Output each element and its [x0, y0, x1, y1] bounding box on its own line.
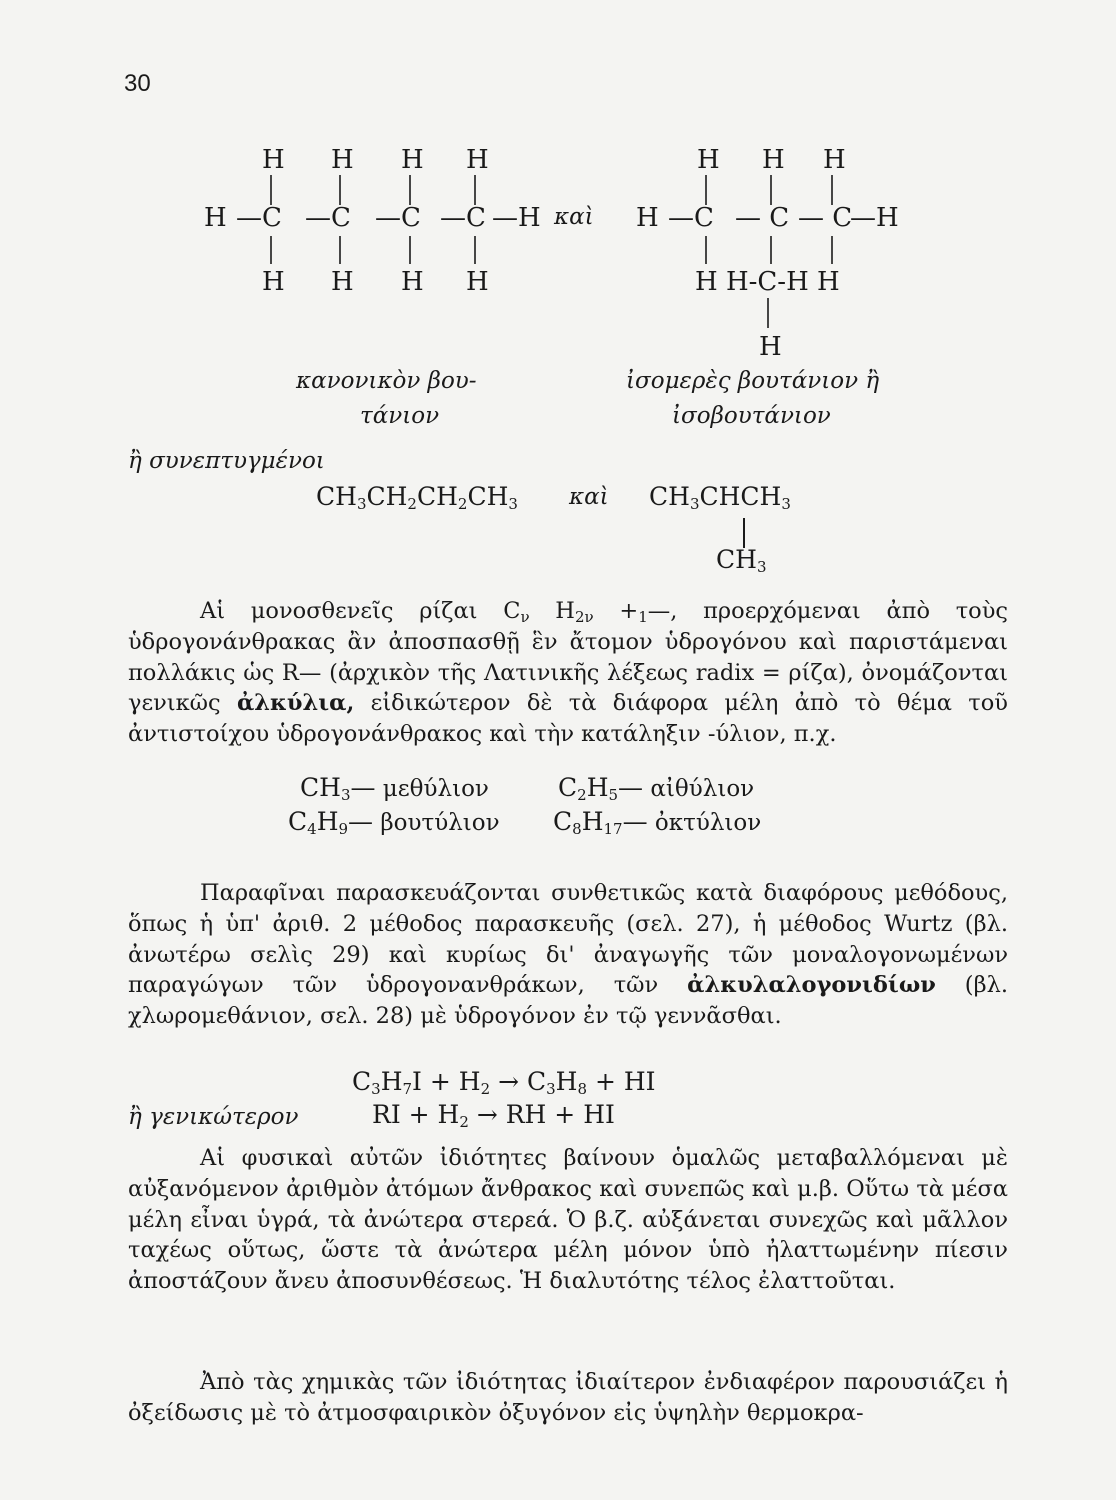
- caption-n-butane-2: τάνιον: [360, 403, 440, 429]
- p1-bold-alkyl: ἀλκύλια,: [236, 690, 355, 717]
- p4-text: Ἀπὸ τὰς χημικὰς τῶν ἰδιότητας ἰδιαίτερον ἐνδιαφέρον παρουσιάζει ἡ ὀξείδωσις μὲ τὸ ἀτμοσφαιρικὸν ὀξυγόνον εἰς ὑψηλὴν θερμοκρα-: [128, 1369, 1008, 1426]
- alkyl-row-2a: $C_4H_9—$ βουτύλιον: [288, 807, 500, 838]
- alkyl-name: ὀκτύλιον: [654, 810, 762, 836]
- atom-h: H: [262, 267, 285, 297]
- atom-h: H: [759, 332, 782, 362]
- alkyl-row-1a: $CH_3—$ μεθύλιον: [300, 773, 489, 804]
- caption-isobutane-1: ἰσομερὲς βουτάνιον ἢ: [626, 368, 880, 394]
- reaction-2-prefix: ἢ γενικώτερον: [128, 1104, 299, 1130]
- atom-h: H: [401, 145, 424, 175]
- atom-c: —C: [668, 203, 714, 233]
- p1-sub-2n: 2ν: [574, 608, 594, 626]
- atom-c: —C: [440, 203, 486, 233]
- atom-c: — C: [798, 203, 853, 233]
- atom-h: —H: [492, 203, 541, 233]
- condensed-n-butane: $CH_3CH_2CH_2CH_3$: [316, 482, 518, 513]
- atom-h: H: [401, 267, 424, 297]
- atom-h: H: [331, 267, 354, 297]
- condensed-isobutane: $CH_3CHCH_3$: [649, 482, 791, 513]
- condensed-kai: καὶ: [569, 484, 609, 510]
- atom-c: — C: [735, 203, 790, 233]
- atom-h: H: [697, 145, 720, 175]
- caption-isobutane-2: ἰσοβουτάνιον: [672, 403, 831, 429]
- branch-row: H H-C-H H: [695, 267, 840, 297]
- page-number: 30: [124, 70, 151, 97]
- atom-h: H: [331, 145, 354, 175]
- condensed-branch: $CH_3$: [716, 545, 767, 576]
- alkyl-name: αἰθύλιον: [650, 776, 755, 802]
- atom-c: —C: [305, 203, 351, 233]
- p2-text1: Παραφῖναι παρασκευάζονται συνθετικῶς κατὰ διαφόρους μεθόδους, ὅπως ἡ ὑπ' ἀριθ. 2 μέθοδος παρασκευῆς (σελ. 27), ἡ μέθοδος Wurtz (βλ. ἀνωτέρω σελὶς 29) καὶ κυρίως δι' ἀναγωγῆς τῶν μοναλογονωμένων παραγώγων τῶν ὑδρογονανθράκων, τῶν: [128, 880, 1008, 999]
- p2-bold: ἀλκυλαλογονιδίων: [687, 972, 936, 999]
- condensed-prefix: ἢ συνεπτυγμένοι: [128, 448, 325, 474]
- reaction-2: RI + $H_2$ → RH + HI: [372, 1100, 615, 1131]
- alkyl-row-2b: $C_8H_{17}—$ ὀκτύλιον: [553, 807, 762, 838]
- reaction-1: $C_3H_7I + H_2 \to C_3H_8$ + HI: [352, 1067, 656, 1098]
- p1-rest3: εἰδικώτερον δὲ τὰ διάφορα μέλη ἀπὸ τὸ θέμα τοῦ ἀντιστοίχου ὑδρογονάνθρακος καὶ τὴν κατάληξιν -ύλιον, π.χ.: [128, 690, 1008, 748]
- atom-h: H: [466, 145, 489, 175]
- atom-h: H: [762, 145, 785, 175]
- branch-bond: [743, 518, 745, 548]
- p1-plus: +: [593, 598, 639, 624]
- kai-word: καὶ: [554, 204, 594, 230]
- atom-c: —C: [375, 203, 421, 233]
- n-butane-structure: [204, 145, 541, 297]
- structural-formulas: [0, 0, 1116, 500]
- p1-rest2: —, προερχόμεναι ἀπὸ τοὺς ὑδρογονάνθρακας ἂν ἀποσπασθῇ ἓν ἄτομον ὑδρογόνου καὶ παριστάμεναι πολλάκις ὡς R— (ἀρχικὸν τῆς Λατινικῆς λέξεως radix = ρίζα), ὀνομάζονται γενικῶς: [128, 598, 1008, 717]
- paragraph-synthesis: [128, 878, 1008, 1032]
- p1-sub-1: 1: [638, 608, 648, 626]
- p2-text2: (βλ. χλωρομεθάνιον, σελ. 28) μὲ ὑδρογόνον ἐν τῷ γεννᾶσθαι.: [128, 972, 1008, 1030]
- alkyl-name: μεθύλιον: [382, 776, 489, 802]
- atom-h: H: [636, 203, 659, 233]
- p3-text: Αἱ φυσικαὶ αὐτῶν ἰδιότητες βαίνουν ὁμαλῶς μεταβαλλόμεναι μὲ αὐξανόμενον ἀριθμὸν ἀτόμων ἄνθρακος καὶ συνεπῶς καὶ μ.β. Οὕτω τὰ μέσα μέλη εἶναι ὑγρά, τὰ ἀνώτερα στερεά. Ὁ β.ζ. αὐξάνεται συνεχῶς καὶ μᾶλλον ταχέως οὕτως, ὥστε τὰ ἀνώτερα μέλη μόνον ὑπὸ ἠλαττωμένην πίεσιν ἀποστάζουν ἄνευ ἀποσυνθέσεως. Ἡ διαλυτότης τέλος ἐλαττοῦται.: [128, 1145, 1008, 1295]
- p1-sub-n: ν: [520, 608, 530, 626]
- p1-intro: Αἱ μονοσθενεῖς ρίζαι C: [200, 598, 521, 624]
- p1-h: H: [529, 598, 575, 624]
- atom-h: H: [823, 145, 846, 175]
- atom-h: —H: [850, 203, 899, 233]
- alkyl-name: βουτύλιον: [380, 810, 500, 836]
- atom-c: —C: [236, 203, 282, 233]
- alkyl-row-1b: $C_2H_5—$ αἰθύλιον: [558, 773, 755, 804]
- paragraph-physical-properties: [128, 1143, 1008, 1297]
- atom-h: H: [466, 267, 489, 297]
- atom-h: H: [262, 145, 285, 175]
- paragraph-alkyl-radicals: [128, 596, 1008, 750]
- paragraph-chemical-properties: [128, 1367, 1008, 1429]
- atom-h: H: [204, 203, 227, 233]
- caption-n-butane-1: κανονικὸν βου-: [296, 368, 477, 394]
- isobutane-structure: [636, 145, 899, 362]
